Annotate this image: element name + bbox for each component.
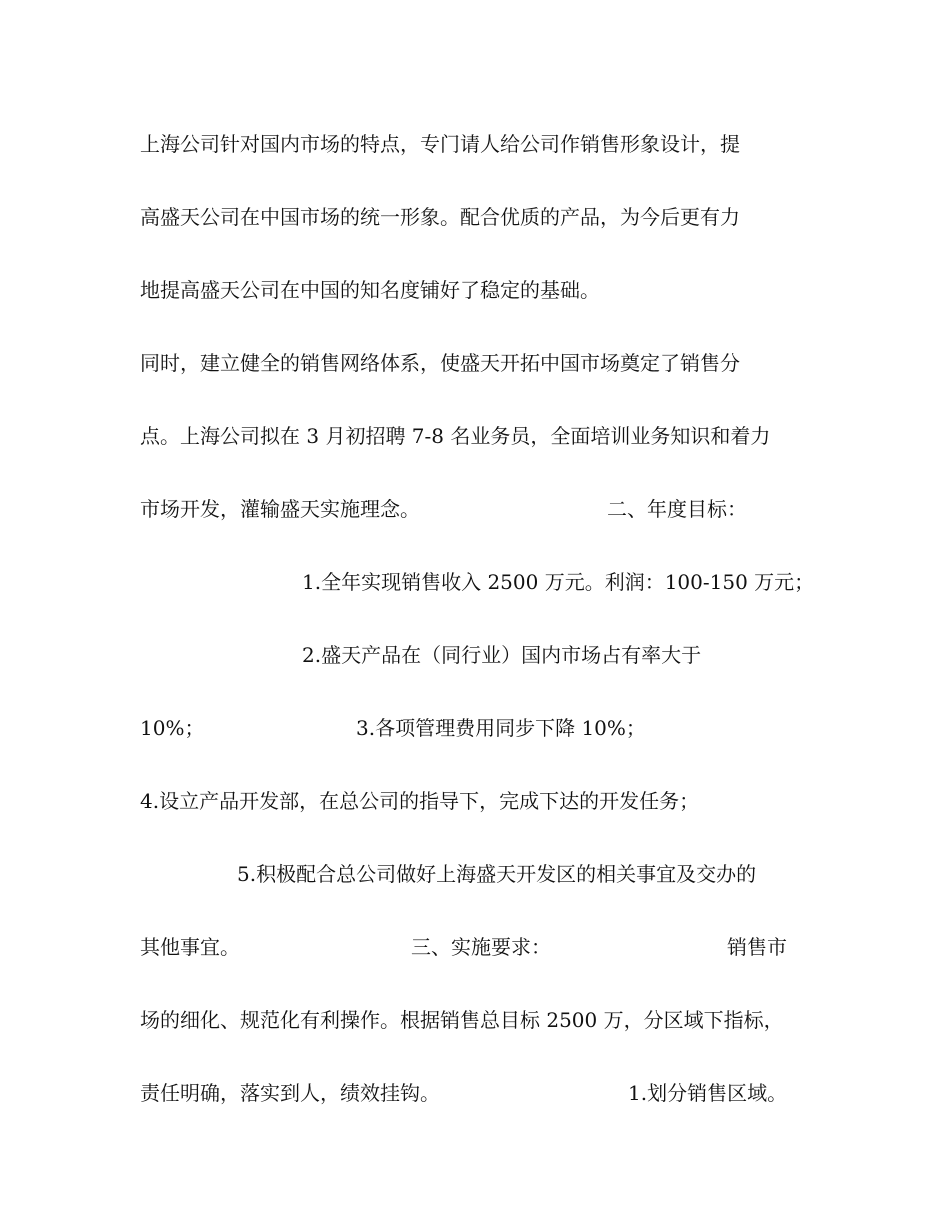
text-line bbox=[0, 129, 950, 159]
text-line bbox=[0, 494, 950, 524]
text-line bbox=[0, 786, 950, 816]
text-line bbox=[0, 640, 950, 670]
text-segment: 10%； bbox=[140, 716, 205, 740]
text-segment: 点。上海公司拟在 3 月初招聘 7-8 名业务员，全面培训业务知识和着力 bbox=[140, 424, 771, 448]
section-heading: 三、实施要求： bbox=[411, 935, 551, 959]
text-segment: 销售市 bbox=[727, 935, 787, 959]
text-line bbox=[0, 567, 950, 597]
text-line bbox=[0, 1005, 950, 1035]
text-segment: 责任明确，落实到人，绩效挂钩。 bbox=[140, 1081, 440, 1105]
text-line bbox=[0, 1078, 950, 1108]
list-item: 1.全年实现销售收入 2500 万元。利润：100-150 万元； bbox=[302, 570, 815, 594]
text-segment: 市场开发，灌输盛天实施理念。 bbox=[140, 497, 420, 521]
text-segment: 同时，建立健全的销售网络体系，使盛天开拓中国市场奠定了销售分 bbox=[140, 351, 740, 375]
text-line bbox=[0, 275, 950, 305]
text-segment: 地提高盛天公司在中国的知名度铺好了稳定的基础。 bbox=[140, 278, 600, 302]
list-item: 1.划分销售区域。 bbox=[628, 1081, 788, 1105]
list-item: 4.设立产品开发部，在总公司的指导下，完成下达的开发任务； bbox=[140, 789, 700, 813]
text-line bbox=[0, 713, 950, 743]
text-segment: 其他事宜。 bbox=[140, 935, 240, 959]
text-line bbox=[0, 421, 950, 451]
text-segment: 高盛天公司在中国市场的统一形象。配合优质的产品，为今后更有力 bbox=[140, 205, 740, 229]
text-line bbox=[0, 932, 950, 962]
section-heading: 二、年度目标： bbox=[607, 497, 747, 521]
list-item: 3.各项管理费用同步下降 10%； bbox=[356, 716, 646, 740]
text-line bbox=[0, 202, 950, 232]
text-segment: 上海公司针对国内市场的特点，专门请人给公司作销售形象设计，提 bbox=[140, 132, 740, 156]
list-item: 5.积极配合总公司做好上海盛天开发区的相关事宜及交办的 bbox=[237, 862, 757, 886]
list-item: 2.盛天产品在（同行业）国内市场占有率大于 bbox=[302, 643, 702, 667]
text-line bbox=[0, 348, 950, 378]
text-segment: 场的细化、规范化有利操作。根据销售总目标 2500 万，分区域下指标， bbox=[140, 1008, 784, 1032]
text-line bbox=[0, 859, 950, 889]
